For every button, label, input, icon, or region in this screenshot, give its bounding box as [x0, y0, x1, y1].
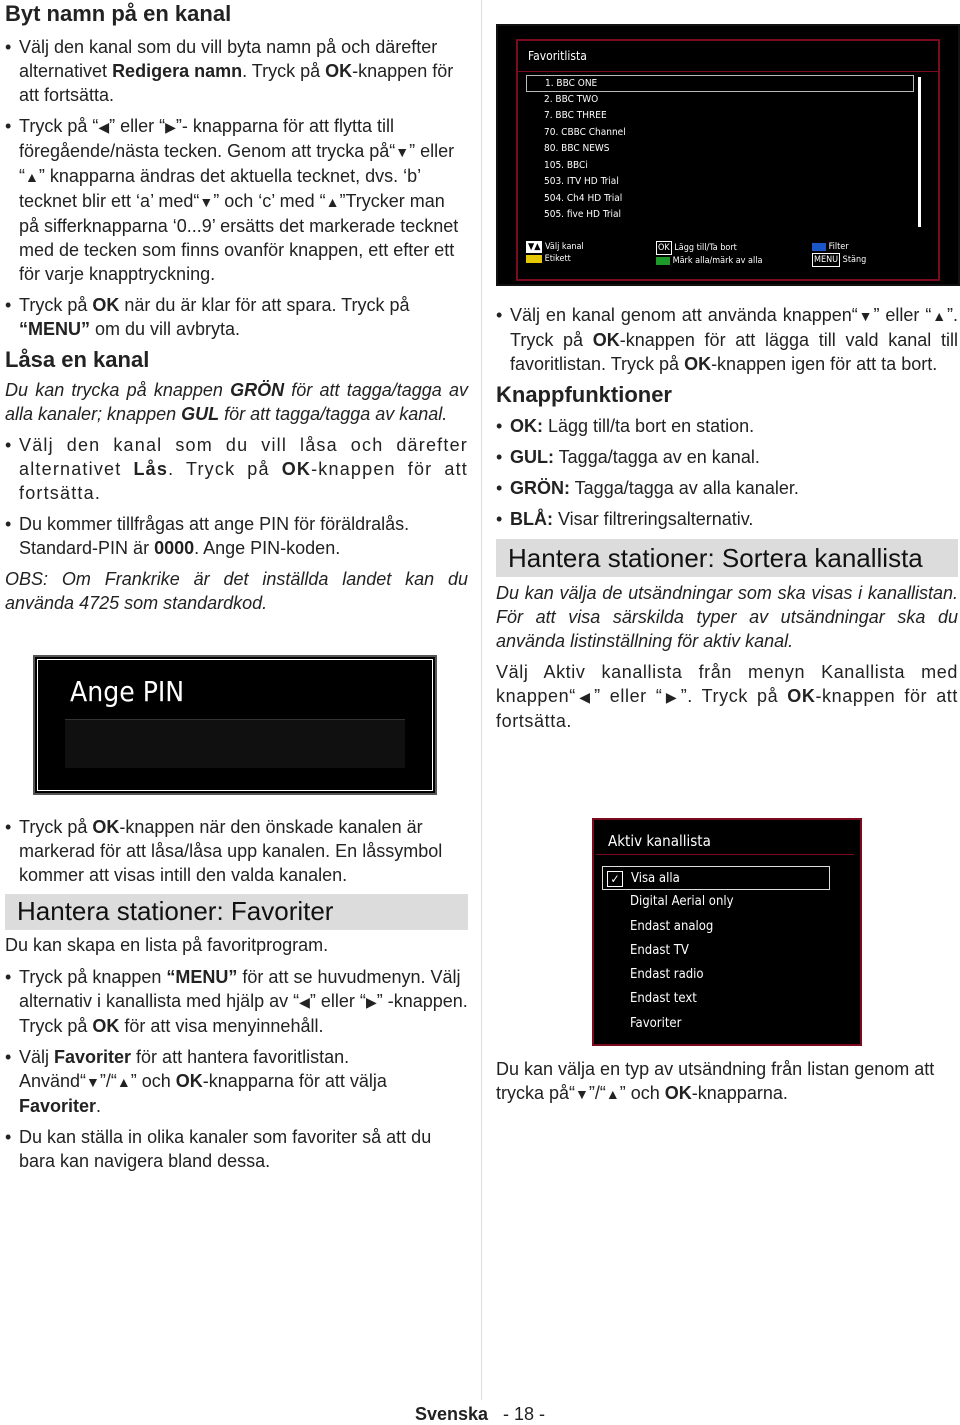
favorites-channel-item[interactable]: 80. BBC NEWS — [544, 143, 610, 154]
down-arrow-icon — [395, 141, 409, 161]
bullet-lock-ok: • Tryck på OK-knappen när den önskade kanalen är markerad för att låsa/låsa upp kanalen. En låssymbol kommer att visas intill den valda kanalen. — [5, 815, 468, 887]
right-column-lower — [496, 1057, 958, 1106]
active-list-option[interactable] — [602, 963, 848, 987]
right-arrow-icon — [662, 686, 680, 706]
bullet-rename-keys: • Tryck på “ ◀ ” eller “ ▶ ”- knapparna för att flytta till föregående/nästa tecken. Genom att trycka på“ ▼ ” eller “ ▲ ” knapparna ändras det aktuella tecknet, dvs. ‘b’ tecknet blir ett ‘a’ med“ ▼ ” och ‘c’ med “ ▲ ”Trycker man på sifferknapparna ‘0...9’ ersätts det markerade tecknet med de tecken som finns ovanför knappen, ett efter ett för varje knapptryckning. — [5, 114, 468, 286]
favorites-panel: Favoritlista 1. BBC ONE 2. BBC TWO 7. BBC THREE 70. CBBC Channel 80. BBC NEWS 105. BBCi 503. ITV HD Trial 504. Ch4 HD Trial 505. five HD Trial ▼▲ Välj kanal Etikett OK Lägg till/Ta bort Märk alla/märk av alla Filter MENU Stäng — [516, 39, 940, 281]
sort-intro: Du kan välja de utsändningar som ska visas i kanallistan. För att visa särskilda typer av utsändningar ska du använda listinställning för aktiv kanal. — [496, 583, 958, 651]
favorites-channel-item[interactable]: 505. five HD Trial — [544, 209, 622, 220]
sort-instructions: Välj Aktiv kanallista från menyn Kanallista med knappen“ ◀ ” eller “ ▶ ”. Tryck på OK-knappen för att fortsätta. — [496, 660, 958, 733]
key-function-item: • BLÅ: Visar filtreringsalternativ. — [496, 507, 958, 531]
favorites-channel-item[interactable]: 504. Ch4 HD Trial — [544, 192, 623, 204]
active-list-option-label: Endast text — [630, 991, 697, 1007]
up-arrow-icon — [606, 1083, 620, 1103]
up-arrow-icon — [326, 191, 340, 211]
favorites-channel-item[interactable]: 105. BBCi — [544, 159, 588, 171]
pin-screen — [33, 655, 437, 795]
down-arrow-icon — [199, 191, 213, 211]
bullet-lock-pin: • Du kommer tillfrågas att ange PIN för föräldralås. Standard-PIN är 0000. Ange PIN-koden. — [5, 512, 468, 560]
favorites-channel-item[interactable]: 2. BBC TWO — [544, 93, 599, 105]
lock-intro: Du kan trycka på knappen GRÖN för att tagga/tagga av alla kanaler; knappen GUL för att tagga/tagga av kanal. — [5, 380, 468, 424]
active-list-option[interactable] — [602, 987, 848, 1011]
checkbox-checked-icon: ✓ — [607, 871, 623, 887]
key-function-item: • GRÖN: Tagga/tagga av alla kanaler. — [496, 476, 958, 500]
up-arrow-icon — [931, 305, 947, 325]
down-arrow-icon — [858, 305, 874, 325]
down-arrow-icon — [86, 1071, 100, 1091]
favorites-channel-item[interactable]: 70. CBBC Channel — [544, 126, 626, 138]
favorites-screen — [496, 24, 960, 286]
active-list-option-label: Endast analog — [630, 918, 714, 934]
left-column-lower — [5, 815, 468, 1180]
favorites-channel-list — [526, 75, 926, 227]
right-arrow-icon — [366, 991, 377, 1011]
favorites-screen-title: Favoritlista — [528, 49, 587, 63]
favorites-channel-item[interactable]: 1. BBC ONE — [526, 75, 914, 92]
section-title-sort: Hantera stationer: Sortera kanallista — [496, 539, 958, 577]
page-footer: Svenska - 18 - — [414, 1404, 546, 1424]
right-arrow-icon — [165, 116, 176, 136]
active-list-option[interactable] — [602, 890, 848, 914]
active-list-title: Aktiv kanallista — [608, 832, 711, 850]
left-column — [5, 0, 468, 615]
section-title-rename: Byt namn på en kanal — [5, 1, 232, 26]
pin-input-area — [65, 719, 405, 768]
favorites-intro: Du kan skapa en lista på favoritprogram. — [5, 935, 329, 955]
pin-screen-title: Ange PIN — [70, 675, 185, 708]
bullet-fav-select: • Välj Favoriter för att hantera favoritlistan. Använd“ ▼ ”/“ ▲ ” och OK-knapparna för att välja Favoriter. — [5, 1045, 468, 1118]
up-arrow-icon — [25, 166, 39, 186]
key-function-item: • OK: Lägg till/ta bort en station. — [496, 414, 958, 438]
bullet-rename-select: • Välj den kanal som du vill byta namn på och därefter alternativet Redigera namn. Tryck på OK-knappen för att fortsätta. — [5, 35, 468, 107]
section-title-favorites: Hantera stationer: Favoriter — [5, 894, 468, 930]
favorites-scrollbar[interactable] — [918, 77, 921, 227]
bullet-lock-select: • Välj den kanal som du vill låsa och därefter alternativet Lås. Tryck på OK-knappen för att fortsätta. — [5, 433, 468, 505]
active-list-option-label: Endast radio — [630, 967, 704, 983]
section-title-keys: Knappfunktioner — [496, 382, 672, 407]
active-list-option-label: Digital Aerial only — [630, 894, 734, 910]
bullet-rename-save: • Tryck på OK när du är klar för att spara. Tryck på “MENU” om du vill avbryta. — [5, 293, 468, 341]
down-arrow-icon — [575, 1083, 589, 1103]
left-arrow-icon — [299, 991, 310, 1011]
active-list-option[interactable] — [602, 939, 848, 963]
up-arrow-icon — [117, 1071, 131, 1091]
right-column — [496, 303, 958, 733]
section-title-lock: Låsa en kanal — [5, 347, 150, 372]
bullet-fav-navigate: • Du kan ställa in olika kanaler som favoriter så att du bara kan navigera bland dessa. — [5, 1125, 468, 1173]
column-divider — [481, 0, 482, 1400]
left-arrow-icon — [576, 686, 594, 706]
left-arrow-icon — [98, 116, 109, 136]
active-list-option-label: Visa alla — [631, 871, 680, 886]
lock-note: OBS: Om Frankrike är det inställda landet kan du använda 4725 som standardkod. — [5, 569, 468, 613]
active-list-option-label: Favoriter — [630, 1015, 682, 1031]
favorites-channel-item[interactable]: 503. ITV HD Trial — [544, 176, 619, 187]
active-list-option[interactable] — [602, 866, 830, 890]
key-function-item: • GUL: Tagga/tagga av en kanal. — [496, 445, 958, 469]
active-list-option-label: Endast TV — [630, 942, 689, 958]
active-list-option[interactable] — [602, 1012, 848, 1036]
active-list-option[interactable] — [602, 915, 848, 939]
favorites-channel-item[interactable]: 7. BBC THREE — [544, 110, 607, 121]
key-function-list — [496, 414, 958, 531]
bullet-fav-menu: • Tryck på knappen “MENU” för att se huvudmenyn. Välj alternativ i kanallista med hjälp av “ ◀ ” eller “ ▶ ” -knappen. Tryck på OK för att visa menyinnehåll. — [5, 965, 468, 1038]
active-list-options — [602, 866, 848, 1036]
bullet-fav-choose: • Välj en kanal genom att använda knappen“ ▼ ” eller “ ▲ ”. Tryck på OK-knappen för att lägga till vald kanal till favoritlistan. Tryck på OK-knappen igen för att ta bort. — [496, 303, 958, 376]
active-list-screen — [592, 818, 862, 1046]
active-list-instructions: Du kan välja en typ av utsändning från listan genom att trycka på“ ▼ ”/“ ▲ ” och OK-knapparna. — [496, 1057, 958, 1106]
